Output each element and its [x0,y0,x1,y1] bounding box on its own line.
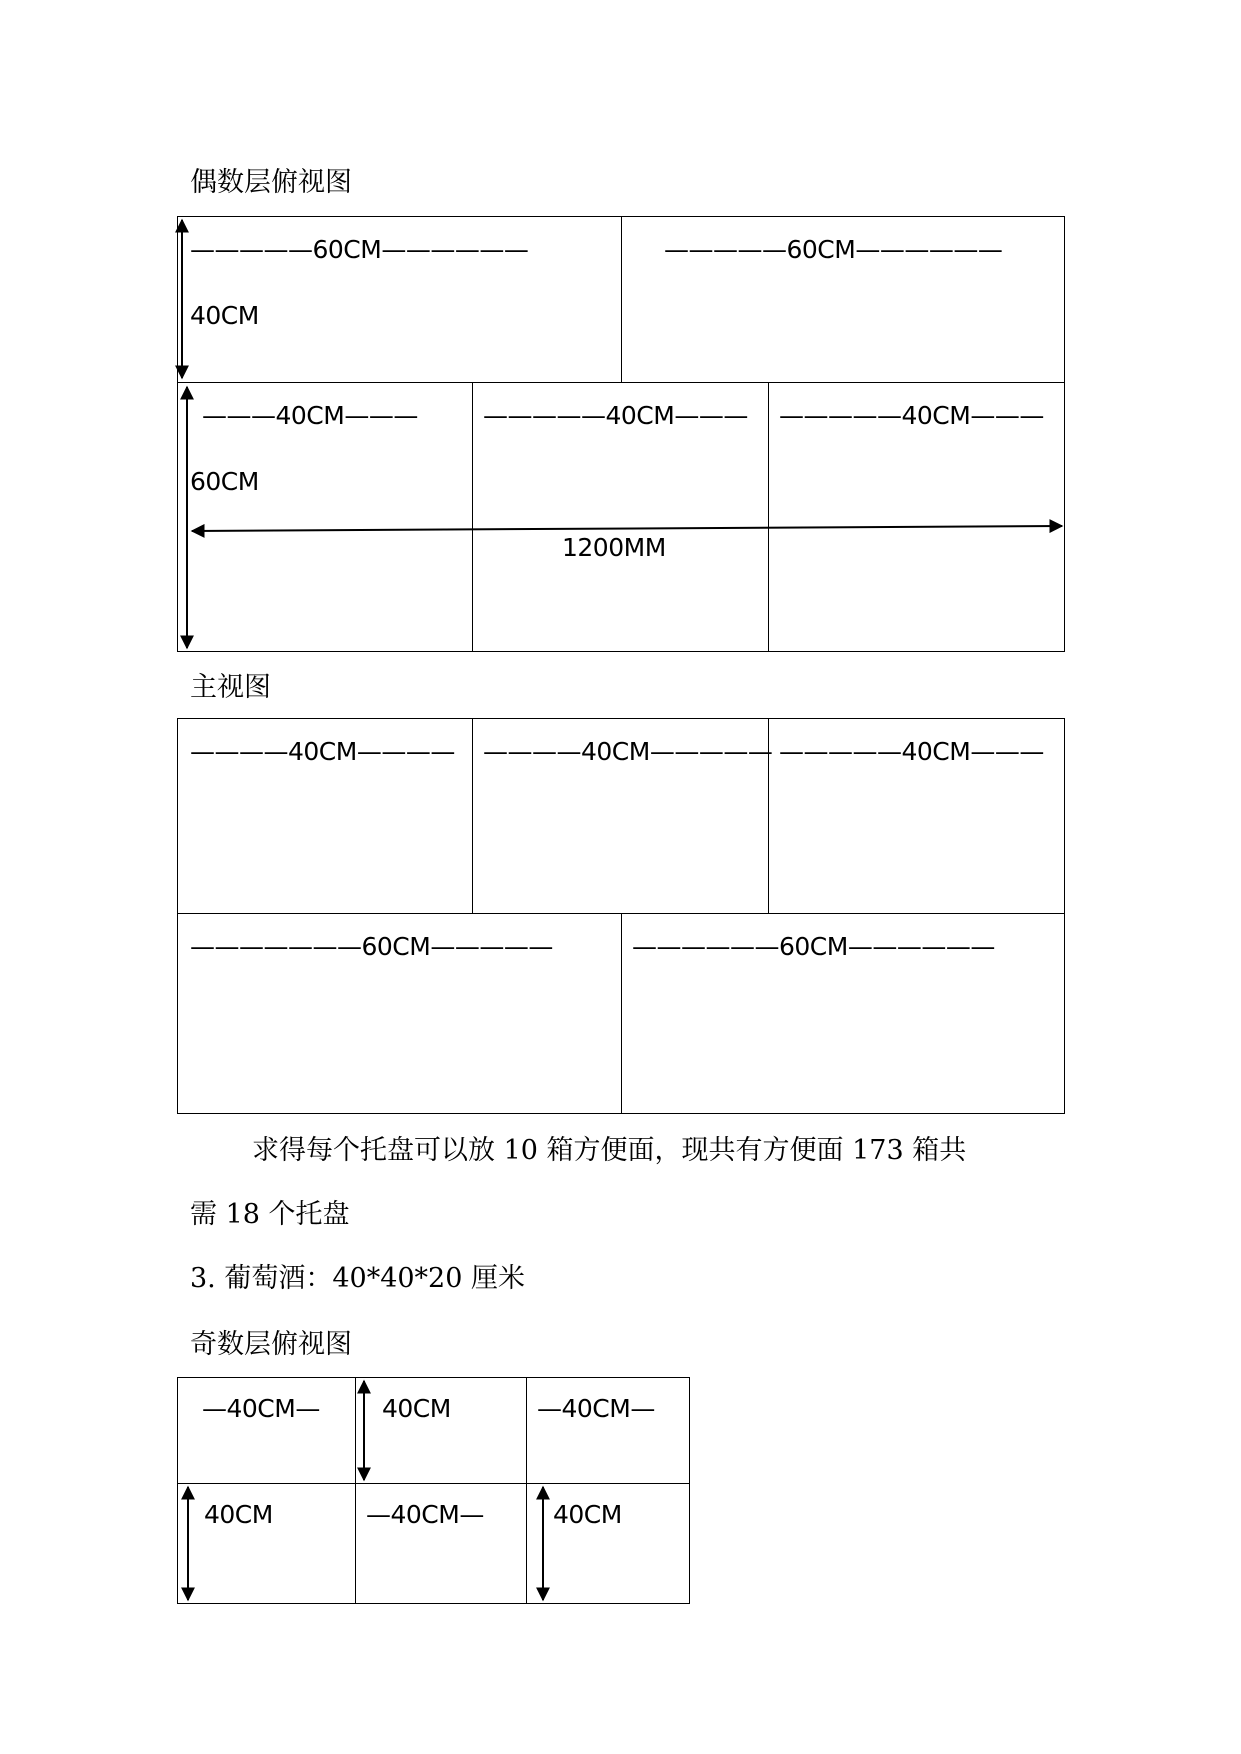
front-row1-box-1-label: ————40CM———— [190,737,455,766]
wine-dimensions-line: 3. 葡萄酒：40*40*20 厘米 [190,1263,525,1294]
even-row1-right-width-label: —————60CM—————— [664,235,1003,264]
front-row1-box-2-label: ————40CM————— [483,737,773,766]
odd-r2c3-box [526,1483,690,1604]
odd-r1c1-label: —40CM— [202,1394,320,1423]
odd-r2c1-label: 40CM [204,1500,273,1529]
front-row2-box-2 [621,913,1065,1114]
even-row2-box-3 [768,382,1065,652]
even-row2-height-label: 60CM [190,467,259,496]
front-row2-box-1-label: ———————60CM————— [190,932,553,961]
even-row1-height-label: 40CM [190,301,259,330]
odd-r1c2-box [355,1377,527,1484]
even-row2-box-1 [177,382,473,652]
front-row1-box-3-label: —————40CM——— [779,737,1044,766]
even-row2-box-3-width-label: —————40CM——— [779,401,1044,430]
odd-r2c3-label: 40CM [553,1500,622,1529]
even-row2-box-1-width-label: ———40CM——— [202,401,418,430]
front-row2-box-2-label: ——————60CM—————— [632,932,995,961]
even-layer-top-view-heading: 偶数层俯视图 [190,167,352,198]
odd-r2c2-label: —40CM— [366,1500,484,1529]
front-row1-box-2 [472,718,773,914]
odd-layer-top-view-heading: 奇数层俯视图 [190,1329,352,1360]
front-row2-box-1 [177,913,622,1114]
even-row1-right-box [621,216,1065,383]
odd-r1c3-box [526,1377,690,1484]
odd-r1c3-label: —40CM— [537,1394,655,1423]
even-row2-box-2 [472,382,769,652]
even-row2-box-2-width-label: —————40CM——— [483,401,748,430]
pallet-result-line-2: 需 18 个托盘 [190,1199,350,1230]
odd-r1c1-box [177,1377,356,1484]
front-row1-box-1 [177,718,473,914]
pallet-length-label: 1200MM [562,533,666,562]
odd-r2c1-box [177,1483,356,1604]
pallet-result-line-1: 求得每个托盘可以放 10 箱方便面，现共有方便面 173 箱共 [252,1135,967,1166]
front-view-heading: 主视图 [190,672,271,703]
odd-r2c2-box [355,1483,527,1604]
front-row1-box-3 [768,718,1065,914]
even-row1-left-width-label: —————60CM—————— [190,235,529,264]
odd-r1c2-label: 40CM [382,1394,451,1423]
